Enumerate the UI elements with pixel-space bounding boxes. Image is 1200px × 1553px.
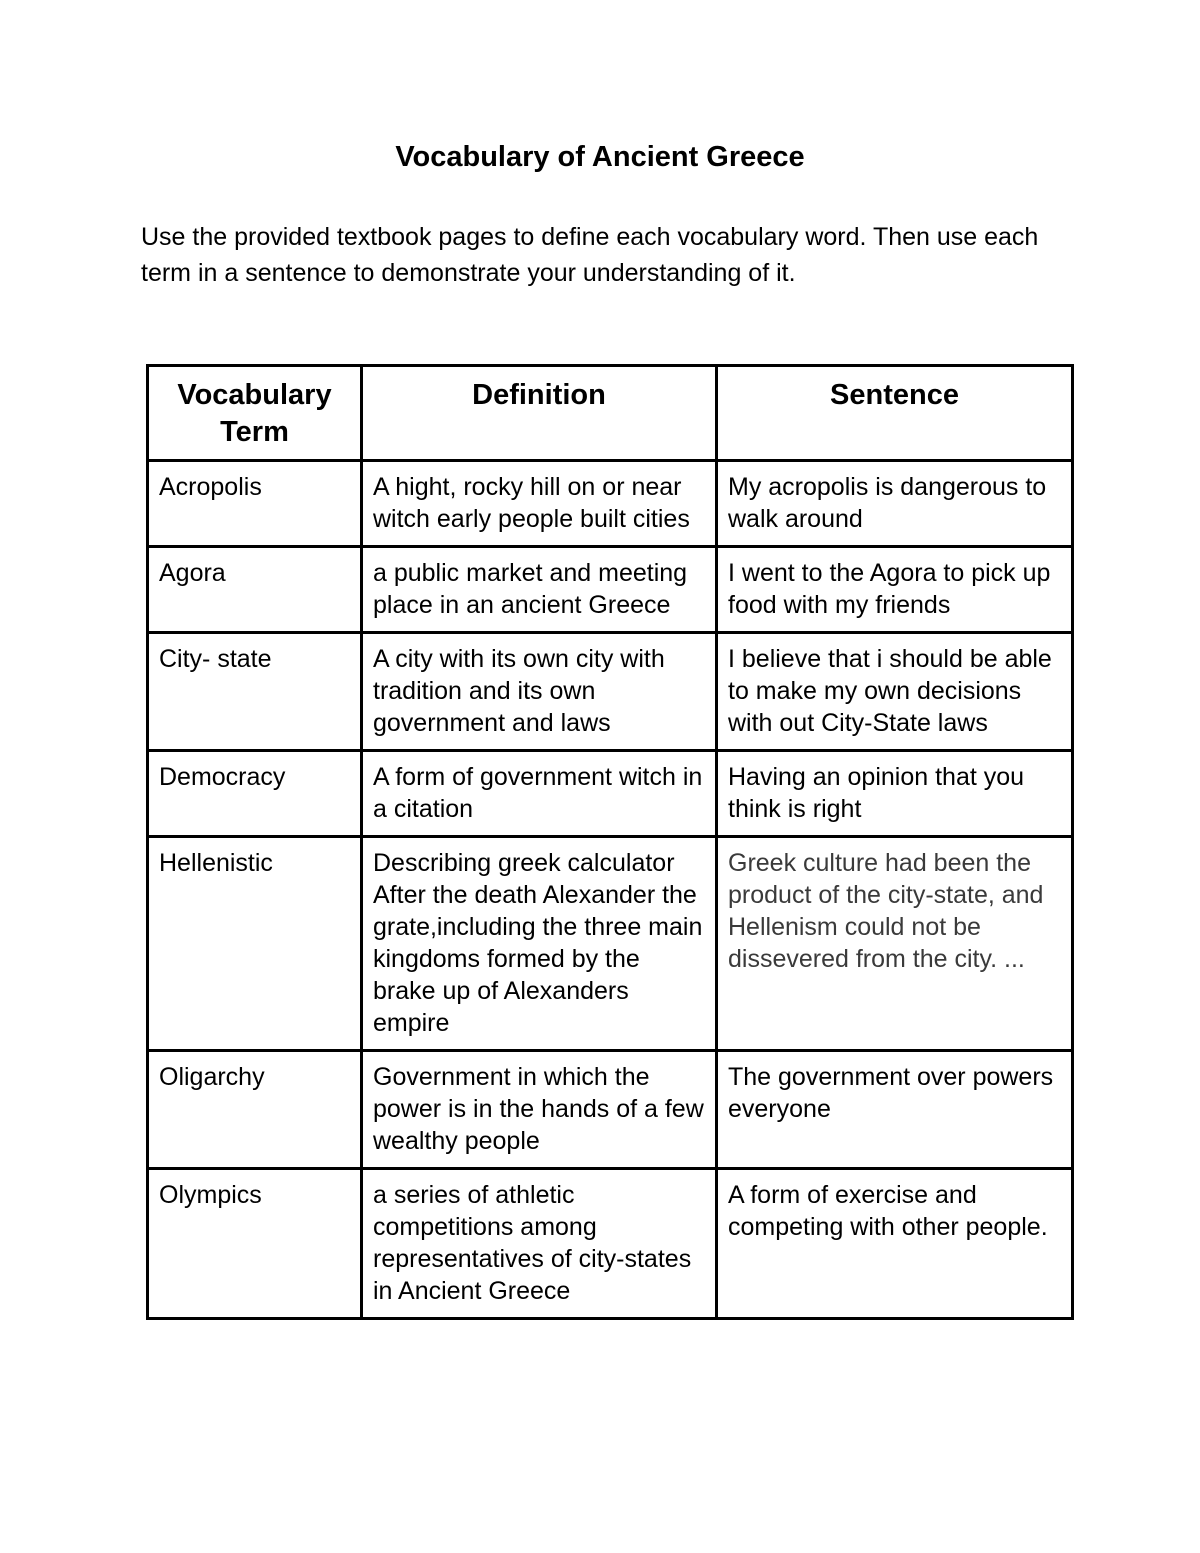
- sentence-cell: Greek culture had been the product of the city-state, and Hellenism could not be dissevered from the city. ...: [717, 837, 1073, 1051]
- sentence-cell: Having an opinion that you think is right: [717, 751, 1073, 837]
- sentence-cell: I went to the Agora to pick up food with my friends: [717, 547, 1073, 633]
- sentence-cell: A form of exercise and competing with other people.: [717, 1169, 1073, 1319]
- header-sentence: Sentence: [717, 366, 1073, 461]
- definition-cell: Describing greek calculator After the death Alexander the grate,including the three main kingdoms formed by the brake up of Alexanders empire: [362, 837, 717, 1051]
- term-cell: Oligarchy: [148, 1051, 362, 1169]
- sentence-cell: The government over powers everyone: [717, 1051, 1073, 1169]
- term-cell: Agora: [148, 547, 362, 633]
- sentence-cell: My acropolis is dangerous to walk around: [717, 461, 1073, 547]
- term-cell: Acropolis: [148, 461, 362, 547]
- definition-cell: A hight, rocky hill on or near witch early people built cities: [362, 461, 717, 547]
- vocabulary-table: [146, 364, 1074, 1320]
- table-header-row: [148, 366, 1073, 461]
- definition-cell: a public market and meeting place in an ancient Greece: [362, 547, 717, 633]
- term-cell: Olympics: [148, 1169, 362, 1319]
- definition-cell: A city with its own city with tradition and its own government and laws: [362, 633, 717, 751]
- definition-cell: A form of government witch in a citation: [362, 751, 717, 837]
- definition-cell: a series of athletic competitions among representatives of city-states in Ancient Greece: [362, 1169, 717, 1319]
- table-row: [148, 547, 1073, 633]
- table-row: [148, 633, 1073, 751]
- table-row: [148, 751, 1073, 837]
- table-row: [148, 461, 1073, 547]
- instructions: Use the provided textbook pages to define each vocabulary word. Then use each term in a sentence to demonstrate your understanding of it.: [141, 223, 1039, 287]
- header-vocabulary-term: Vocabulary Term: [148, 366, 362, 461]
- definition-cell: Government in which the power is in the hands of a few wealthy people: [362, 1051, 717, 1169]
- table-row: [148, 837, 1073, 1051]
- term-cell: Hellenistic: [148, 837, 362, 1051]
- table-row: [148, 1169, 1073, 1319]
- term-cell: Democracy: [148, 751, 362, 837]
- sentence-cell: I believe that i should be able to make my own decisions with out City-State laws: [717, 633, 1073, 751]
- table-row: [148, 1051, 1073, 1169]
- header-definition: Definition: [362, 366, 717, 461]
- page-title: Vocabulary of Ancient Greece: [395, 141, 805, 173]
- term-cell: City- state: [148, 633, 362, 751]
